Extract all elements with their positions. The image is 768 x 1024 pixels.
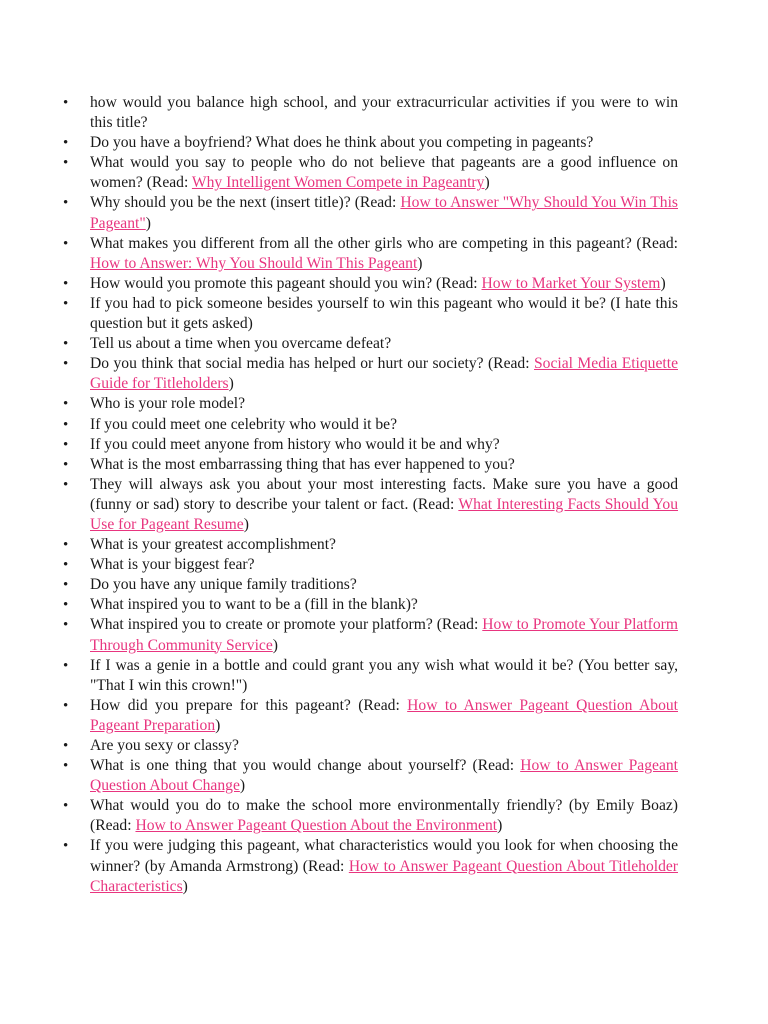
question-text: If you could meet anyone from history who would it be and why? xyxy=(90,435,500,453)
question-text: If you had to pick someone besides yourself to win this pageant who would it be? (I hate this question but it gets asked) xyxy=(90,294,678,333)
question-text: how would you balance high school, and your extracurricular activities if you were to win this title? xyxy=(90,94,678,132)
question-text: What would you do to make the school more environmentally friendly? (by Emily Boaz) (Read: xyxy=(90,797,678,835)
question-text: How did you prepare for this pageant? (Read: xyxy=(90,696,408,714)
read-more-link[interactable]: Why Intelligent Women Compete in Pageantry xyxy=(191,174,485,192)
question-text: Are you sexy or classy? xyxy=(90,737,239,754)
closing-paren: ) xyxy=(145,214,151,232)
closing-paren: ) xyxy=(239,777,246,795)
list-item xyxy=(62,475,678,535)
question-text: What is your biggest fear? xyxy=(90,556,255,574)
question-text: What is one thing that you would change about yourself? (Read: xyxy=(90,757,521,775)
list-item xyxy=(62,193,678,233)
list-item xyxy=(62,334,678,354)
list-item xyxy=(62,615,678,655)
list-item xyxy=(62,435,678,455)
list-item xyxy=(62,153,678,193)
list-item xyxy=(62,696,678,736)
list-item xyxy=(62,394,678,414)
read-more-link[interactable]: How to Answer "Why Should You Win This Pageant" xyxy=(90,194,678,232)
read-more-link[interactable]: How to Answer Pageant Question About the Environment xyxy=(135,817,498,835)
closing-paren: ) xyxy=(182,877,188,895)
closing-paren: ) xyxy=(272,636,278,654)
question-text: Tell us about a time when you overcame defeat? xyxy=(90,335,392,353)
closing-paren: ) xyxy=(417,254,423,272)
closing-paren: ) xyxy=(215,716,221,734)
question-text: If I was a genie in a bottle and could grant you any wish what would it be? (You better say, "That I win this crown!") xyxy=(90,656,678,694)
list-item xyxy=(62,234,678,274)
list-item xyxy=(62,756,678,796)
question-text: If you were judging this pageant, what characteristics would you look for when choosing the winner? (by Amanda Armstrong) (Read: xyxy=(90,837,678,875)
read-more-link[interactable]: Social Media Etiquette Guide for Titleholders xyxy=(90,355,678,393)
list-item xyxy=(62,836,678,896)
list-item xyxy=(62,656,678,696)
list-item xyxy=(62,415,678,435)
list-item xyxy=(62,133,678,153)
closing-paren: ) xyxy=(484,174,490,192)
question-text: Why should you be the next (insert title)? (Read: xyxy=(90,194,401,212)
list-item xyxy=(62,736,678,756)
closing-paren: ) xyxy=(660,274,666,292)
read-more-link[interactable]: How to Answer: Why You Should Win This Pageant xyxy=(90,254,418,272)
list-item xyxy=(62,575,678,595)
closing-paren: ) xyxy=(228,375,234,393)
question-text: Who is your role model? xyxy=(90,395,246,413)
list-item xyxy=(62,354,678,394)
question-text: Do you think that social media has helped or hurt our society? (Read: xyxy=(90,355,534,373)
question-text: What inspired you to want to be a (fill in the blank)? xyxy=(90,596,418,614)
read-more-link[interactable]: How to Promote Your Platform Through Community Service xyxy=(90,616,678,654)
read-more-link[interactable]: How to Answer Pageant Question About Titleholder Characteristics xyxy=(90,857,678,895)
read-more-link[interactable]: What Interesting Facts Should You Use for Pageant Resume xyxy=(90,495,679,533)
question-text: What inspired you to create or promote your platform? (Read: xyxy=(90,616,483,634)
list-item xyxy=(62,555,678,575)
question-text: If you could meet one celebrity who would it be? xyxy=(90,415,398,433)
question-text: They will always ask you about your most interesting facts. Make sure you have a good (funny or sad) story to describe your talent or fact. (Read: xyxy=(90,475,678,513)
read-more-link[interactable]: How to Answer Pageant Question About Change xyxy=(90,757,678,795)
question-text: How would you promote this pageant should you win? (Read: xyxy=(90,274,482,292)
closing-paren: ) xyxy=(243,515,249,533)
closing-paren: ) xyxy=(497,817,503,835)
list-item xyxy=(62,274,678,294)
question-text: Do you have any unique family traditions? xyxy=(90,576,357,594)
list-item xyxy=(62,595,678,615)
list-item xyxy=(62,535,678,555)
list-item xyxy=(62,455,678,475)
list-item xyxy=(62,93,678,133)
question-text: Do you have a boyfriend? What does he think about you competing in pageants? xyxy=(90,134,594,152)
question-text: What is the most embarrassing thing that has ever happened to you? xyxy=(90,455,515,473)
read-more-link[interactable]: How to Market Your System xyxy=(481,274,661,292)
question-text: What is your greatest accomplishment? xyxy=(90,536,336,554)
list-item xyxy=(62,294,678,334)
list-item xyxy=(62,796,678,836)
question-text: What makes you different from all the other girls who are competing in this pageant? (Read: xyxy=(90,234,678,252)
pageant-questions-list xyxy=(62,93,678,897)
read-more-link[interactable]: How to Answer Pageant Question About Pageant Preparation xyxy=(90,696,678,734)
question-text: What would you say to people who do not believe that pageants are a good influence on women? (Read: xyxy=(90,154,678,192)
